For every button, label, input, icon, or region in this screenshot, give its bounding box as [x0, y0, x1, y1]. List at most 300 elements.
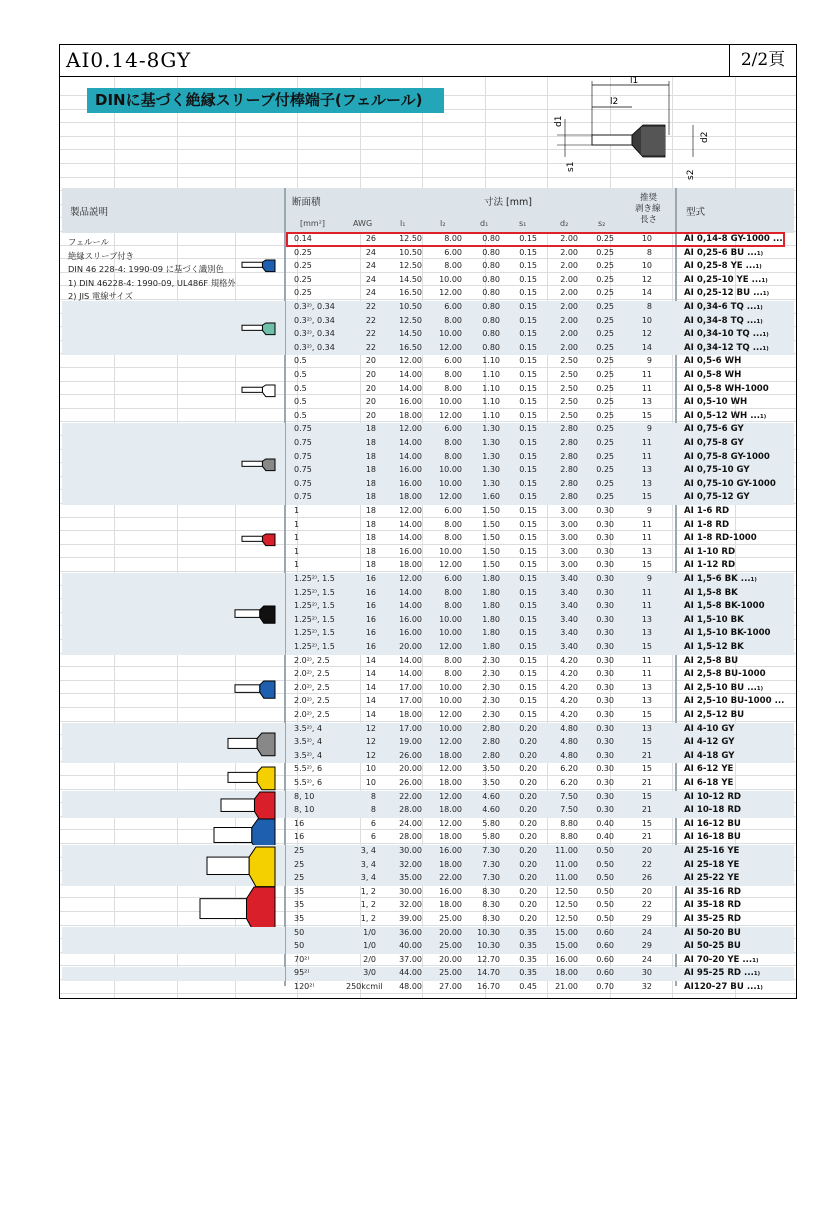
s2: 0.30: [596, 778, 614, 787]
l2: 8.00: [444, 533, 462, 543]
s2: 0.25: [596, 342, 614, 352]
table-row[interactable]: [286, 831, 794, 845]
s2: 0.25: [596, 329, 614, 339]
type-code: AI 35-16 RD: [684, 886, 742, 897]
strip-length: 21: [641, 778, 652, 787]
strip-length: 9: [646, 356, 652, 366]
s1: 0.15: [519, 614, 537, 624]
s2: 0.30: [596, 601, 614, 611]
table-row[interactable]: [286, 355, 794, 369]
table-row[interactable]: [286, 859, 794, 873]
s1: 0.20: [519, 818, 537, 828]
d2: 2.50: [560, 397, 578, 407]
d1: 1.80: [482, 614, 500, 624]
s1: 0.20: [519, 832, 537, 842]
strip-length: 13: [641, 478, 652, 488]
s2: 0.30: [596, 723, 614, 733]
header-l2: l₂: [440, 219, 446, 228]
table-row[interactable]: [286, 260, 794, 274]
s2: 0.30: [596, 506, 614, 515]
s2: 0.30: [596, 791, 614, 801]
d1: 1.30: [482, 438, 500, 447]
strip-length: 13: [641, 397, 652, 407]
s1: 0.35: [519, 968, 537, 978]
type-code: AI 0,34-8 TQ ...₁₎: [684, 315, 763, 326]
s2: 0.25: [596, 288, 614, 298]
awg: 14: [365, 682, 376, 692]
table-row[interactable]: [286, 451, 794, 465]
strip-length: 32: [641, 982, 652, 991]
table-row[interactable]: [286, 315, 794, 329]
s2: 0.40: [596, 832, 614, 842]
l1: 14.00: [399, 587, 422, 597]
strip-length: 10: [641, 315, 652, 325]
d2: 4.20: [560, 696, 578, 706]
s2: 0.30: [596, 764, 614, 774]
s1: 0.15: [519, 492, 537, 502]
strip-length: 21: [641, 805, 652, 815]
awg: 3, 4: [360, 859, 376, 869]
document-id: AI0.14-8GY: [66, 48, 192, 72]
group-description-cell: [62, 423, 285, 505]
d1: 5.80: [482, 818, 500, 828]
cross-section: 1: [294, 533, 300, 543]
type-code: AI 0,34-12 TQ ...₁₎: [684, 342, 769, 353]
table-row[interactable]: [286, 927, 794, 941]
s1: 0.35: [519, 954, 537, 964]
l1: 16.00: [399, 465, 422, 475]
table-row[interactable]: [286, 328, 794, 342]
table-row[interactable]: [286, 777, 794, 791]
s1: 0.20: [519, 900, 537, 910]
l1: 12.50: [399, 234, 422, 243]
l1: 10.50: [399, 247, 422, 257]
strip-length: 11: [641, 383, 652, 393]
s2: 0.60: [596, 968, 614, 978]
d1: 0.80: [482, 315, 500, 325]
l2: 8.00: [444, 234, 462, 243]
l2: 12.00: [439, 410, 462, 420]
d2: 2.00: [560, 302, 578, 311]
description-line: フェルール: [68, 237, 109, 247]
d2: 3.40: [560, 614, 578, 624]
awg: 22: [365, 315, 376, 325]
cross-section: 0.14: [294, 234, 312, 243]
d2: 3.00: [560, 519, 578, 529]
s2: 0.50: [596, 914, 614, 923]
s1: 0.15: [519, 410, 537, 420]
l2: 10.00: [439, 329, 462, 339]
gridline-h: [60, 122, 796, 123]
table-row[interactable]: [286, 559, 794, 573]
table-row[interactable]: [286, 709, 794, 723]
type-code: AI 25-16 YE: [684, 846, 740, 856]
type-code: AI 1-6 RD: [684, 506, 730, 516]
s2: 0.40: [596, 818, 614, 828]
d2: 2.00: [560, 315, 578, 325]
table-row[interactable]: [286, 763, 794, 777]
strip-length: 11: [641, 533, 652, 543]
l2: 10.00: [439, 397, 462, 407]
d2: 3.40: [560, 628, 578, 638]
table-row[interactable]: [286, 981, 794, 995]
s1: 0.15: [519, 560, 537, 570]
table-row[interactable]: [286, 627, 794, 641]
cross-section: 0.5: [294, 410, 307, 420]
s2: 0.50: [596, 846, 614, 855]
ferrule-icon: [241, 322, 278, 336]
s2: 0.30: [596, 628, 614, 638]
l1: 14.00: [399, 438, 422, 447]
strip-length: 11: [641, 451, 652, 461]
table-row[interactable]: [286, 736, 794, 750]
gridline-h: [60, 136, 796, 137]
s1: 0.20: [519, 764, 537, 774]
d1: 4.60: [482, 805, 500, 815]
awg: 18: [365, 519, 376, 529]
l2: 18.00: [439, 832, 462, 842]
l1: 19.00: [399, 737, 422, 747]
table-row[interactable]: [286, 274, 794, 288]
d2: 2.00: [560, 234, 578, 243]
table-row[interactable]: [286, 437, 794, 451]
l2: 18.00: [439, 859, 462, 869]
awg: 3/0: [363, 968, 376, 978]
type-code: AI 4-12 GY: [684, 737, 735, 748]
awg: 3, 4: [360, 873, 376, 883]
l1: 12.50: [399, 315, 422, 325]
l1: 14.00: [399, 383, 422, 393]
table-row[interactable]: [286, 464, 794, 478]
table-row[interactable]: [286, 818, 794, 832]
d1: 0.80: [482, 247, 500, 257]
table-row[interactable]: [286, 668, 794, 682]
s2: 0.30: [596, 710, 614, 719]
type-code: AI 0,25-8 YE ...₁₎: [684, 261, 762, 272]
awg: 16: [365, 614, 376, 624]
strip-length: 13: [641, 614, 652, 624]
l1: 18.00: [399, 710, 422, 719]
l2: 12.00: [439, 737, 462, 747]
table-row[interactable]: [286, 872, 794, 886]
table-row[interactable]: [286, 301, 794, 315]
ferrule-icon: [241, 259, 278, 273]
s2: 0.30: [596, 587, 614, 597]
l1: 26.00: [399, 750, 422, 760]
table-row[interactable]: [286, 287, 794, 301]
s2: 0.30: [596, 560, 614, 570]
table-row[interactable]: [286, 505, 794, 519]
table-row[interactable]: [286, 967, 794, 981]
cross-section: 0.3²⁾, 0.34: [294, 329, 335, 339]
cross-section: 0.75: [294, 438, 312, 447]
table-row[interactable]: [286, 247, 794, 261]
s2: 0.50: [596, 900, 614, 910]
l2: 25.00: [439, 968, 462, 978]
header-awg: AWG: [353, 219, 373, 228]
s1: 0.15: [519, 682, 537, 692]
s1: 0.15: [519, 356, 537, 366]
d1: 1.60: [482, 492, 500, 502]
table-row[interactable]: [286, 383, 794, 397]
strip-length: 20: [641, 846, 652, 855]
type-code: AI 1,5-8 BK-1000: [684, 601, 765, 612]
d1: 1.80: [482, 587, 500, 597]
d1: 1.80: [482, 642, 500, 651]
type-code: AI 4-10 GY: [684, 723, 735, 734]
s1: 0.15: [519, 315, 537, 325]
l1: 14.50: [399, 329, 422, 339]
type-code: AI 0,75-8 GY-1000: [684, 451, 770, 462]
type-code: AI 0,5-12 WH ...₁₎: [684, 410, 767, 421]
table-row[interactable]: [286, 396, 794, 410]
s1: 0.15: [519, 546, 537, 556]
cross-section: 2.0²⁾, 2.5: [294, 682, 330, 692]
table-row[interactable]: [286, 614, 794, 628]
s2: 0.60: [596, 941, 614, 951]
gridline-h: [60, 149, 796, 150]
l2: 12.00: [439, 492, 462, 502]
d2: 2.80: [560, 465, 578, 475]
l2: 8.00: [444, 383, 462, 393]
awg: 20: [365, 410, 376, 420]
d1: 0.80: [482, 329, 500, 339]
strip-length: 15: [641, 710, 652, 719]
cross-section: 25: [294, 859, 305, 869]
s2: 0.25: [596, 247, 614, 257]
strip-length: 13: [641, 546, 652, 556]
type-code: AI 1,5-8 BK: [684, 587, 738, 598]
l1: 12.00: [399, 356, 422, 366]
d2: 7.50: [560, 791, 578, 801]
l1: 24.00: [399, 818, 422, 828]
d2: 2.00: [560, 247, 578, 257]
group-description-cell: [62, 845, 285, 886]
table-row[interactable]: [286, 573, 794, 587]
table-row[interactable]: [286, 342, 794, 356]
d1: 12.70: [477, 954, 500, 964]
cross-section: 50: [294, 927, 305, 937]
d2: 16.00: [555, 954, 578, 964]
strip-length: 11: [641, 669, 652, 679]
type-code: AI 1,5-10 BK: [684, 614, 744, 625]
s2: 0.25: [596, 492, 614, 502]
type-code: AI 2,5-8 BU: [684, 655, 739, 666]
table-row[interactable]: [286, 587, 794, 601]
d2: 8.80: [560, 818, 578, 828]
cross-section: 3.5²⁾, 4: [294, 750, 323, 760]
table-row[interactable]: [286, 845, 794, 859]
header-dimensions: 寸法 [mm]: [484, 197, 532, 208]
l2: 18.00: [439, 778, 462, 787]
d1: 2.30: [482, 710, 500, 719]
d1: 2.30: [482, 655, 500, 665]
awg: 18: [365, 492, 376, 502]
s1: 0.20: [519, 778, 537, 787]
awg: 18: [365, 506, 376, 515]
table-row[interactable]: [286, 899, 794, 913]
header-unit: [mm²]: [300, 219, 326, 228]
strip-length: 11: [641, 438, 652, 447]
type-code: AI 0,25-6 BU ...₁₎: [684, 247, 764, 258]
table-row[interactable]: [286, 369, 794, 383]
table-row[interactable]: [286, 695, 794, 709]
s1: 0.15: [519, 302, 537, 311]
l1: 12.00: [399, 574, 422, 583]
type-code: AI 0,14-8 GY-1000 ...: [684, 234, 783, 244]
type-code: AI 4-18 GY: [684, 750, 735, 761]
d1: 0.80: [482, 261, 500, 271]
d1: 0.80: [482, 274, 500, 284]
s1: 0.15: [519, 669, 537, 679]
table-row[interactable]: [286, 532, 794, 546]
s2: 0.50: [596, 886, 614, 896]
s2: 0.25: [596, 315, 614, 325]
cross-section: 0.25: [294, 288, 312, 298]
s2: 0.25: [596, 383, 614, 393]
l2: 27.00: [439, 982, 462, 991]
table-row[interactable]: [286, 791, 794, 805]
strip-length: 13: [641, 628, 652, 638]
d1: 1.50: [482, 546, 500, 556]
table-row[interactable]: [286, 723, 794, 737]
header-strip-1: 推奨: [640, 193, 658, 203]
d2: 4.20: [560, 682, 578, 692]
cross-section: 0.25: [294, 274, 312, 284]
strip-length: 13: [641, 682, 652, 692]
group-description-cell: [62, 763, 285, 790]
header-type: 型式: [686, 207, 706, 218]
l2: 8.00: [444, 370, 462, 379]
type-code: AI 0,75-10 GY: [684, 465, 750, 476]
l1: 37.00: [399, 954, 422, 964]
l2: 18.00: [439, 805, 462, 815]
l1: 16.00: [399, 397, 422, 407]
table-row[interactable]: [286, 886, 794, 900]
table-row[interactable]: [286, 519, 794, 533]
type-code: AI 1,5-12 BK: [684, 642, 744, 652]
awg: 10: [365, 778, 376, 787]
ferrule-icon: [220, 791, 278, 821]
d1: 8.30: [482, 886, 500, 896]
d1: 7.30: [482, 859, 500, 869]
strip-length: 24: [641, 954, 652, 964]
document-sheet: [59, 44, 797, 999]
d2: 4.80: [560, 737, 578, 747]
cross-section: 0.3²⁾, 0.34: [294, 302, 335, 311]
type-code: AI 2,5-10 BU ...₁₎: [684, 682, 764, 693]
l1: 28.00: [399, 832, 422, 842]
l1: 48.00: [399, 982, 422, 991]
s2: 0.30: [596, 696, 614, 706]
group-description-cell: [62, 301, 285, 355]
cross-section: 0.75: [294, 465, 312, 475]
d2: 4.80: [560, 750, 578, 760]
s1: 0.20: [519, 737, 537, 747]
cross-section: 1: [294, 560, 300, 570]
awg: 18: [365, 424, 376, 434]
l1: 44.00: [399, 968, 422, 978]
type-code: AI 10-18 RD: [684, 805, 742, 816]
type-code: AI 6-12 YE: [684, 764, 734, 775]
d1: 2.80: [482, 737, 500, 747]
d2: 2.50: [560, 356, 578, 366]
table-row[interactable]: [286, 600, 794, 614]
strip-length: 9: [646, 506, 652, 515]
d1: 2.80: [482, 723, 500, 733]
table-row[interactable]: [286, 410, 794, 424]
l1: 35.00: [399, 873, 422, 883]
s1: 0.15: [519, 424, 537, 434]
table-row[interactable]: [286, 546, 794, 560]
l1: 16.50: [399, 288, 422, 298]
awg: 6: [370, 818, 376, 828]
strip-length: 15: [641, 791, 652, 801]
awg: 2/0: [363, 954, 376, 964]
ferrule-icon: [241, 458, 278, 472]
l2: 16.00: [439, 846, 462, 855]
l1: 18.00: [399, 410, 422, 420]
table-row[interactable]: [286, 954, 794, 968]
d1: 2.80: [482, 750, 500, 760]
strip-length: 21: [641, 750, 652, 760]
d2: 12.50: [555, 886, 578, 896]
ferrule-icon: [241, 533, 278, 547]
table-row[interactable]: [286, 913, 794, 927]
table-row[interactable]: [286, 478, 794, 492]
table-row[interactable]: [286, 655, 794, 669]
d1: 14.70: [477, 968, 500, 978]
strip-length: 15: [641, 642, 652, 651]
table-row[interactable]: [286, 682, 794, 696]
l2: 8.00: [444, 451, 462, 461]
strip-length: 21: [641, 832, 652, 842]
group-description-cell: [62, 355, 285, 423]
s1: 0.15: [519, 247, 537, 257]
d2: 3.00: [560, 533, 578, 543]
label-d1: d1: [554, 115, 564, 127]
cross-section: 70²⁾: [294, 954, 310, 964]
table-row[interactable]: [286, 641, 794, 655]
d2: 3.40: [560, 587, 578, 597]
l2: 10.00: [439, 274, 462, 284]
table-row[interactable]: [286, 940, 794, 954]
d2: 2.50: [560, 410, 578, 420]
d1: 0.80: [482, 288, 500, 298]
awg: 18: [365, 451, 376, 461]
table-row[interactable]: [286, 423, 794, 437]
awg: 10: [365, 764, 376, 774]
d1: 2.30: [482, 696, 500, 706]
table-row[interactable]: [286, 750, 794, 764]
d1: 1.50: [482, 519, 500, 529]
l2: 6.00: [444, 247, 462, 257]
table-row[interactable]: [286, 491, 794, 505]
s2: 0.30: [596, 750, 614, 760]
s1: 0.15: [519, 370, 537, 379]
l2: 22.00: [439, 873, 462, 883]
header-s2: s₂: [598, 219, 606, 228]
s2: 0.30: [596, 642, 614, 651]
awg: 1/0: [363, 927, 376, 937]
d1: 0.80: [482, 302, 500, 311]
d1: 1.50: [482, 533, 500, 543]
l1: 26.00: [399, 778, 422, 787]
table-row[interactable]: [286, 804, 794, 818]
type-code: AI 70-20 YE ...₁₎: [684, 954, 759, 965]
s1: 0.45: [519, 982, 537, 991]
d1: 0.80: [482, 234, 500, 243]
